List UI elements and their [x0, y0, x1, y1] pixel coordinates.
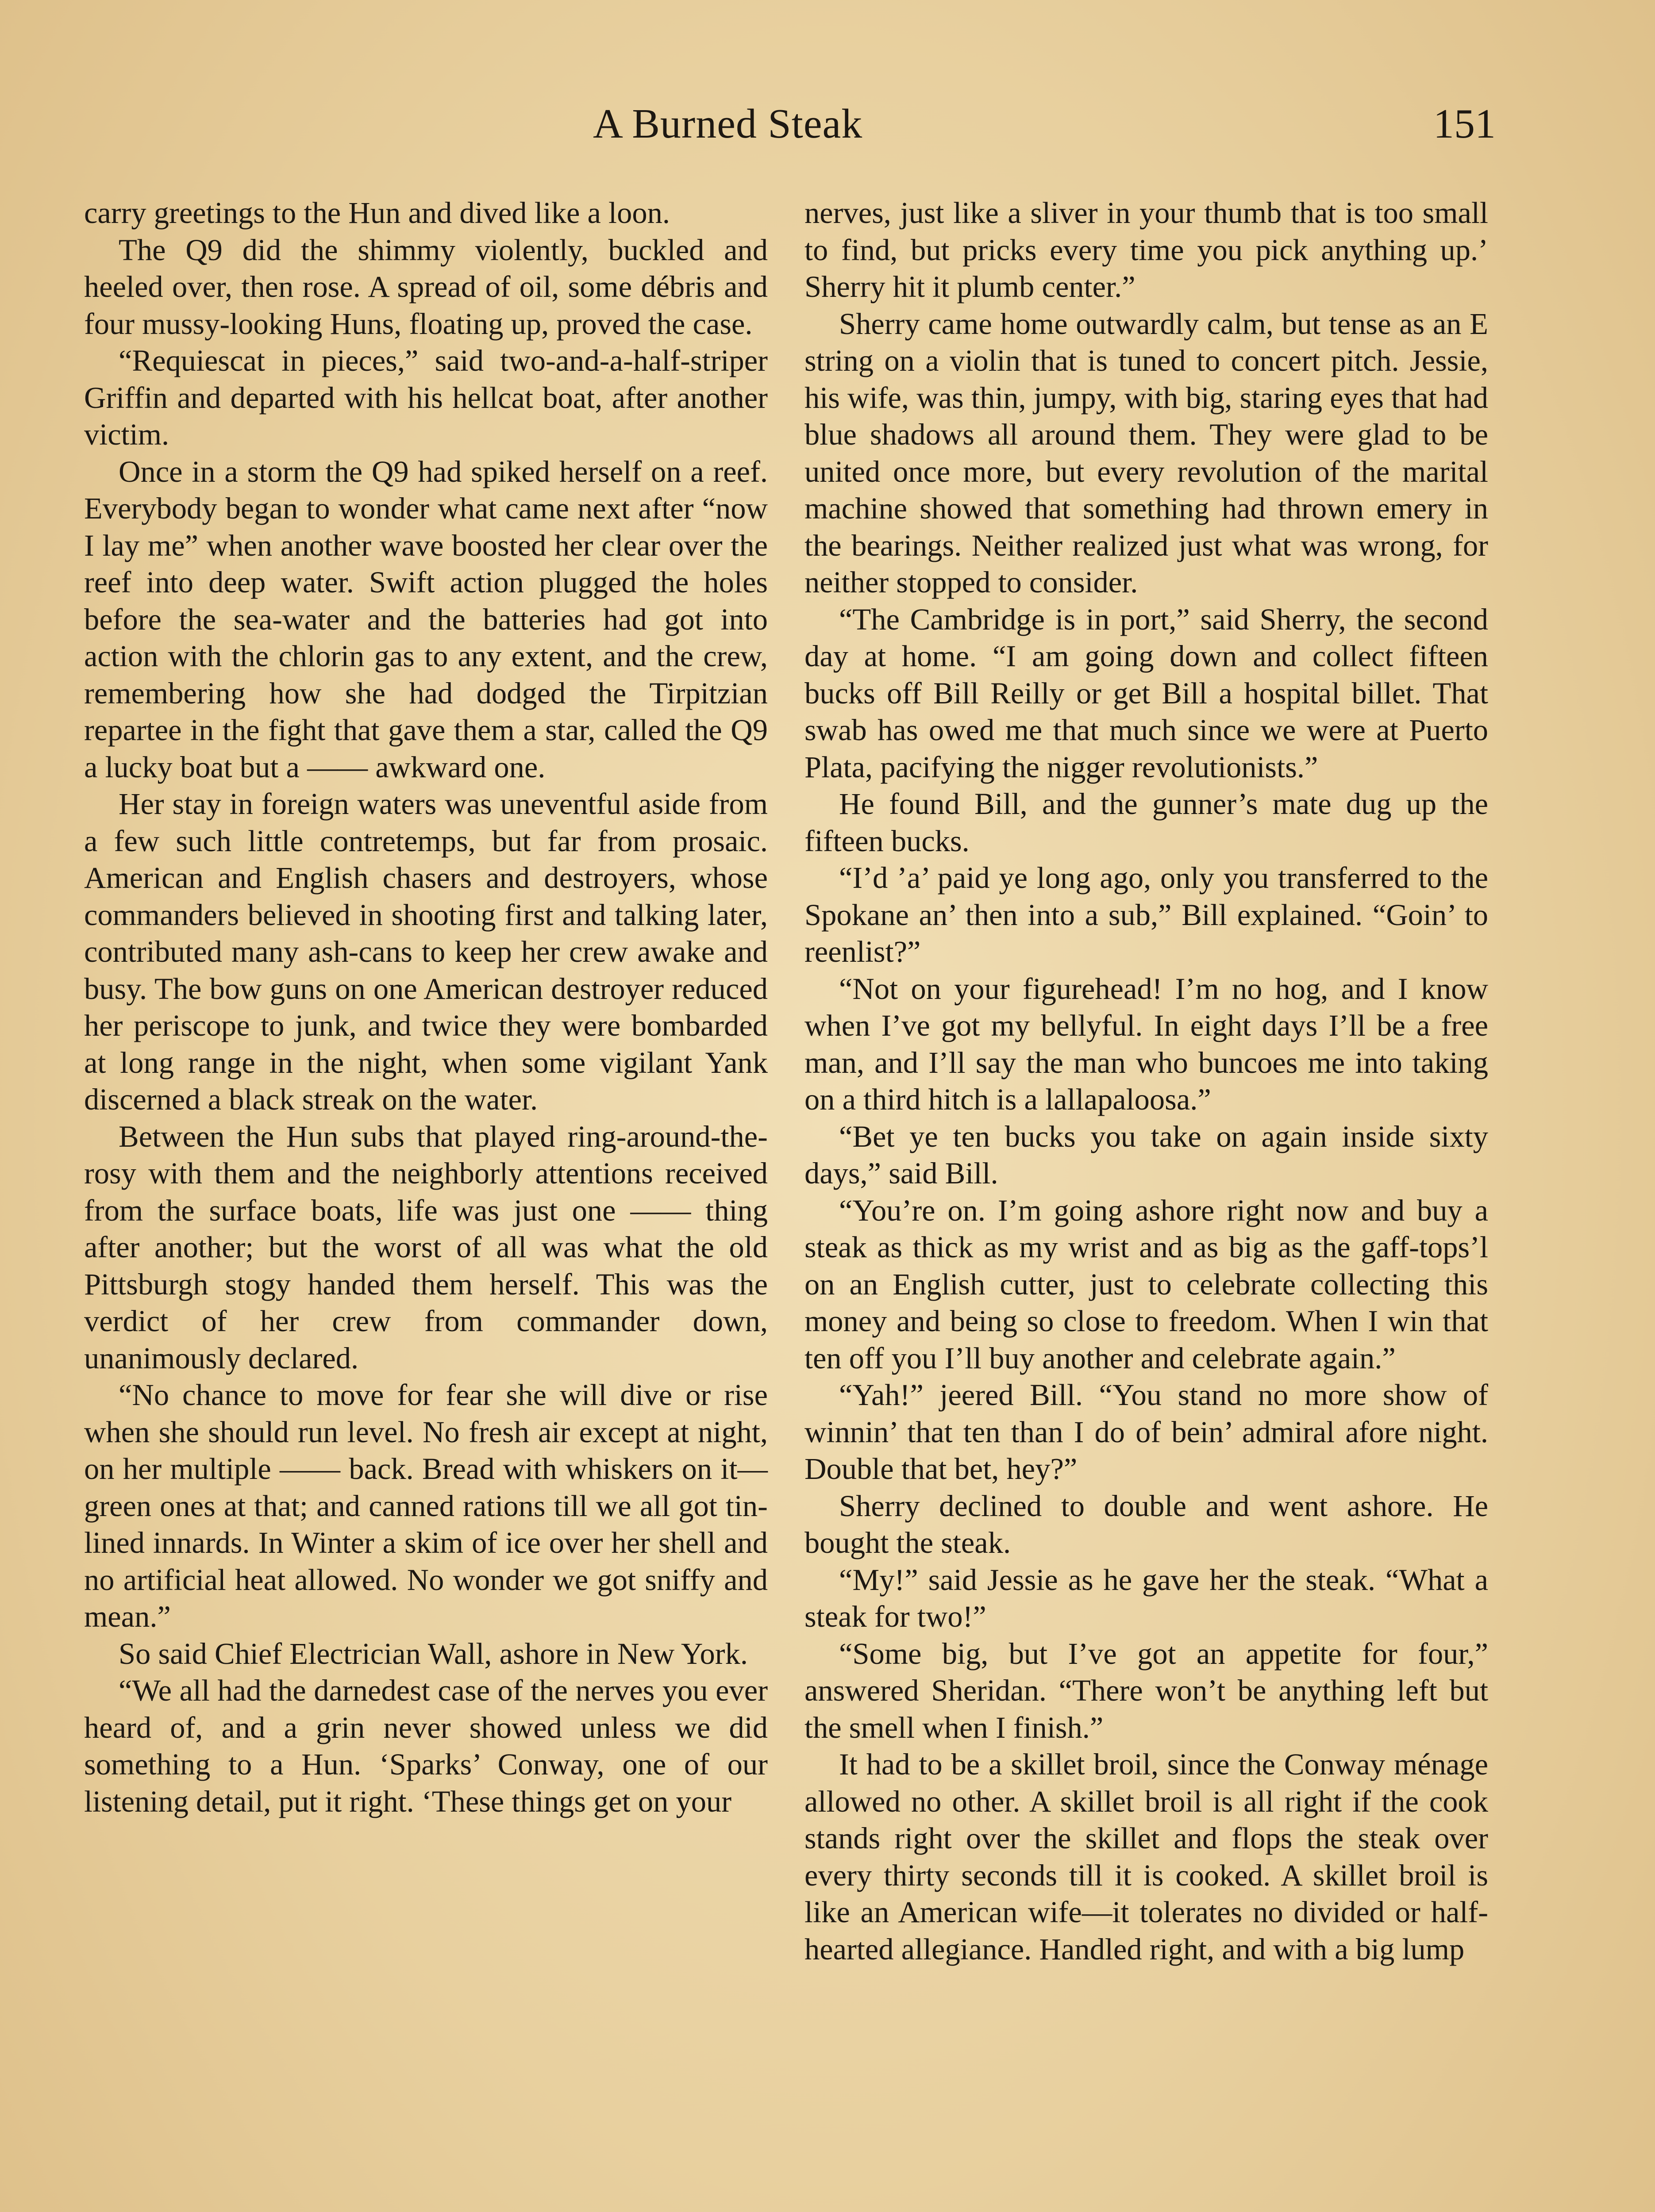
paragraph: “No chance to move for fear she will dive or rise when she should run level. No fresh air except at night, on her multiple —— back. Bread with whiskers on it—green ones at that; and canned rations till we all got tin-lined innards. In Winter a skim of ice over her shell and no artificial heat allowed. No wonder we got sniffy and mean.” — [84, 1378, 768, 1633]
page-number: 151 — [1433, 101, 1496, 147]
right-column — [804, 195, 1488, 1968]
paragraph: “I’d ’a’ paid ye long ago, only you transferred to the Spokane an’ then into a sub,” Bill explained. “Goin’ to reenlist?” — [804, 861, 1488, 968]
paragraph: “Yah!” jeered Bill. “You stand no more show of winnin’ that ten than I do of bein’ admiral afore night. Double that bet, hey?” — [804, 1378, 1488, 1486]
paragraph: “Requiescat in pieces,” said two-and-a-half-striper Griffin and departed with his hellcat boat, after another victim. — [84, 344, 768, 451]
paragraph: “My!” said Jessie as he gave her the steak. “What a steak for two!” — [804, 1563, 1488, 1633]
paragraph: “Some big, but I’ve got an appetite for four,” answered Sheridan. “There won’t be anything left but the smell when I finish.” — [804, 1636, 1488, 1744]
paragraph: carry greetings to the Hun and dived like a loon. — [84, 196, 670, 230]
paragraph: “The Cambridge is in port,” said Sherry, the second day at home. “I am going down and collect fifteen bucks off Bill Reilly or get Bill a hospital billet. That swab has owed me that much since we were at Puerto Plata, pacifying the nigger revolutionists.” — [804, 602, 1488, 784]
paragraph: nerves, just like a sliver in your thumb that is too small to find, but pricks every time you pick anything up.’ Sherry hit it plumb center.” — [804, 196, 1488, 303]
paragraph: Between the Hun subs that played ring-around-the-rosy with them and the neighborly attentions received from the surface boats, life was just one —— thing after another; but the worst of all was what the old Pittsburgh stogy handed them herself. This was the verdict of her crew from commander down, unanimously declared. — [84, 1119, 768, 1375]
paragraph: Sherry declined to double and went ashore. He bought the steak. — [804, 1489, 1488, 1559]
paragraph: The Q9 did the shimmy violently, buckled and heeled over, then rose. A spread of oil, some débris and four mussy-looking Huns, floating up, proved the case. — [84, 233, 768, 341]
running-title: A Burned Steak — [593, 101, 863, 147]
paragraph: Once in a storm the Q9 had spiked herself on a reef. Everybody began to wonder what came next after “now I lay me” when another wave boosted her clear over the reef into deep water. Swift action plugged the holes before the sea-water and the batteries had got into action with the chlorin gas to any extent, and the crew, remembering how she had dodged the Tirpitzian repartee in the fight that gave them a star, called the Q9 a lucky boat but a —— awkward one. — [84, 454, 768, 784]
paragraph: “Not on your figurehead! I’m no hog, and I know when I’ve got my bellyful. In eight days I’ll be a free man, and I’ll say the man who buncoes me into taking on a third hitch is a lallapaloosa.” — [804, 972, 1488, 1116]
paragraph: Sherry came home outwardly calm, but tense as an E string on a violin that is tuned to concert pitch. Jessie, his wife, was thin, jumpy, with big, staring eyes that had blue shadows all around them. They were glad to be united once more, but every revolution of the marital machine showed that something had thrown emery in the bearings. Neither realized just what was wrong, for neither stopped to consider. — [804, 307, 1488, 599]
paragraph: “Bet ye ten bucks you take on again inside sixty days,” said Bill. — [804, 1119, 1488, 1190]
paragraph: It had to be a skillet broil, since the Conway ménage allowed no other. A skillet broil is all right if the cook stands right over the skillet and flops the steak over every thirty seconds till it is cooked. A skillet broil is like an American wife—it tolerates no divided or half-hearted allegiance. Handled right, and with a big lump — [804, 1747, 1488, 1966]
paragraph: So said Chief Electrician Wall, ashore in New York. — [119, 1636, 748, 1671]
left-column — [84, 195, 768, 1820]
paragraph: Her stay in foreign waters was uneventful aside from a few such little contretemps, but far from prosaic. American and English chasers and destroyers, whose commanders believed in shooting first and talking later, contributed many ash-cans to keep her crew awake and busy. The bow guns on one American destroyer reduced her periscope to junk, and twice they were bombarded at long range in the night, when some vigilant Yank discerned a black streak on the water. — [84, 787, 768, 1116]
paragraph: “You’re on. I’m going ashore right now and buy a steak as thick as my wrist and as big as the gaff-tops’l on an English cutter, just to celebrate collecting this money and being so close to freedom. When I win that ten off you I’ll buy another and celebrate again.” — [804, 1193, 1488, 1375]
paragraph: He found Bill, and the gunner’s mate dug up the fifteen bucks. — [804, 787, 1488, 858]
page-header — [593, 100, 1496, 153]
paragraph: “We all had the darnedest case of the nerves you ever heard of, and a grin never showed unless we did something to a Hun. ‘Sparks’ Conway, one of our listening detail, put it right. ‘These things get on your — [84, 1674, 768, 1818]
